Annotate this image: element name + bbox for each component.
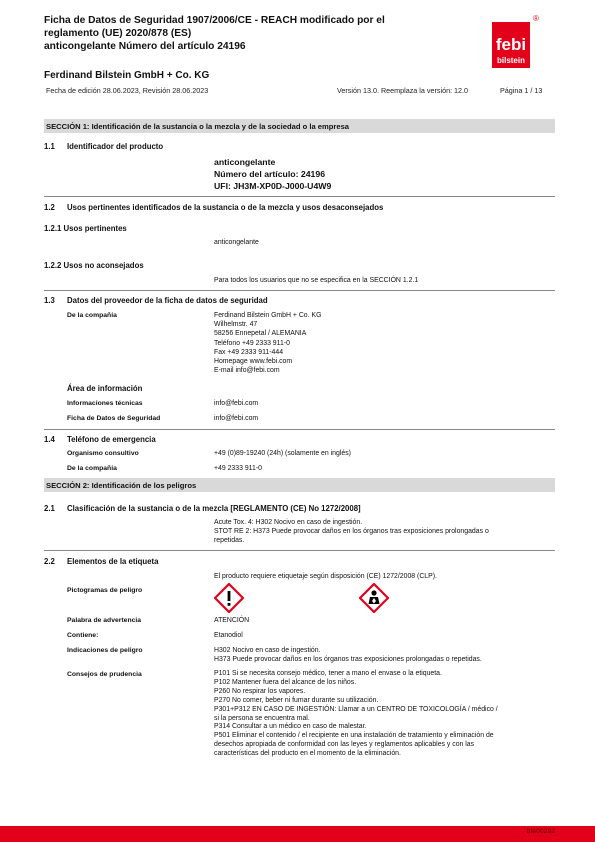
company-phone: +49 2333 911-0	[214, 465, 262, 472]
edition-date: Fecha de edición 28.06.2023, Revisión 28.06.2023	[46, 86, 209, 95]
divider	[44, 550, 555, 551]
febi-bilstein-logo	[490, 12, 540, 70]
hazard-statements-label: Indicaciones de peligro	[67, 647, 143, 654]
tech-info-label: Informaciones técnicas	[67, 400, 143, 407]
precautionary-label: Consejos de prudencia	[67, 671, 142, 678]
title-line: reglamento (UE) 2020/878 (ES)	[44, 28, 192, 39]
version-info: Versión 13.0. Reemplaza la versión: 12.0	[337, 86, 469, 95]
heading-number: 2.2	[44, 557, 55, 566]
address-line: Wilhelmstr. 47	[214, 321, 258, 329]
sds-label: Ficha de Datos de Seguridad	[67, 415, 161, 422]
precaution-line: P501 Eliminar el contenido / el recipiente en una instalación de tratamiento y eliminación de	[214, 732, 494, 740]
title-line: anticongelante Número del artículo 24196	[44, 41, 246, 52]
signal-word: ATENCIÓN	[214, 617, 250, 624]
precaution-line: P102 Mantener fuera del alcance de los niños.	[214, 678, 357, 686]
ufi-code: UFI: JH3M-XP0D-J000-U4W9	[214, 181, 332, 191]
hazard-statements	[214, 646, 482, 664]
tech-info-email[interactable]: info@febi.com	[214, 400, 259, 407]
fax-line: Fax +49 2333 911-444	[214, 348, 284, 356]
heading-number: 1.4	[44, 435, 55, 444]
heading-relevant-uses: 1.2.1 Usos pertinentes	[44, 224, 127, 233]
precaution-line: características del producto en el momento de la eliminación.	[214, 750, 401, 758]
heading-supplier-details: Datos del proveedor de la ficha de datos de seguridad	[67, 296, 268, 305]
precaution-line: P101 Si se necesita consejo médico, tener a mano el envase o la etiqueta.	[214, 670, 442, 677]
heading-identified-uses: Usos pertinentes identificados de la sustancia o de la mezcla y usos desaconsejados	[67, 203, 384, 212]
section-1-title: SECCIÓN 1: Identificación de la sustancia o la mezcla y de la sociedad o la empresa	[46, 122, 350, 131]
label-requirement: El producto requiere etiquetaje según disposición (CE) 1272/2008 (CLP).	[214, 573, 437, 580]
advisory-phone: +49 (0)89-19240 (24h) (solamente en inglés)	[214, 450, 351, 457]
heading-number: 1.1	[44, 142, 55, 151]
precaution-line: si la persona se encuentra mal.	[214, 714, 310, 722]
health-hazard-pictogram-icon	[359, 583, 389, 613]
heading-classification: Clasificación de la sustancia o de la mezcla [REGLAMENTO (CE) No 1272/2008]	[67, 504, 361, 513]
signal-word-label: Palabra de advertencia	[67, 617, 142, 624]
title-line: Ficha de Datos de Seguridad 1907/2006/CE - REACH modificado por el	[44, 15, 385, 26]
classification-line: STOT RE 2: H373 Puede provocar daños en los órganos tras exposiciones prolongadas o	[214, 528, 489, 536]
exclamation-mark-pictogram-icon	[214, 583, 244, 613]
heading-number: 1.3	[44, 296, 55, 305]
phone-line: Teléfono +49 2333 911-0	[214, 339, 290, 347]
heading-emergency-phone: Teléfono de emergencia	[67, 435, 156, 444]
precaution-line: desechos apropiada de conformidad con las leyes y reglamentos aplicables y con las	[214, 741, 475, 749]
homepage-link[interactable]: Homepage www.febi.com	[214, 358, 293, 366]
hazard-line: H373 Puede provocar daños en los órganos tras exposiciones prolongadas o repetidas.	[214, 656, 482, 664]
company-name: Ferdinand Bilstein GmbH + Co. KG	[44, 70, 210, 81]
email-link[interactable]: E-mail info@febi.com	[214, 367, 280, 375]
info-area-heading: Área de información	[67, 384, 143, 393]
precaution-line: P260 No respirar los vapores.	[214, 687, 306, 695]
address-line: 58256 Ennepetal / ALEMANIA	[214, 330, 307, 338]
precaution-line: P301+P312 EN CASO DE INGESTIÓN: Llamar a un CENTRO DE TOXICOLOGÍA / médico /	[214, 705, 498, 713]
precaution-line: P314 Consultar a un médico en caso de malestar.	[214, 723, 367, 731]
divider	[44, 290, 555, 291]
svg-text:bilstein: bilstein	[496, 56, 526, 65]
sds-email[interactable]: info@febi.com	[214, 415, 259, 422]
divider	[44, 196, 555, 197]
uses-value: anticongelante	[214, 239, 259, 246]
address-line: Ferdinand Bilstein GmbH + Co. KG	[214, 312, 322, 319]
footer-code: bfe00292	[526, 828, 555, 835]
advisory-label: Organismo consultivo	[67, 450, 139, 457]
heading-number: 2.1	[44, 504, 55, 513]
svg-text:®: ®	[533, 14, 539, 23]
classification-line: repetidas.	[214, 537, 245, 545]
company-phone-label: De la compañía	[67, 465, 117, 472]
classification-text	[214, 518, 489, 546]
product-name: anticongelante	[214, 157, 276, 167]
company-label: De la compañía	[67, 312, 117, 319]
article-number: Número del artículo: 24196	[214, 169, 326, 179]
divider	[44, 429, 555, 430]
company-address	[214, 311, 321, 375]
contains-label: Contiene:	[67, 632, 99, 639]
no-uses-value: Para todos los usuarios que no se especifica en la SECCIÓN 1.2.1	[214, 277, 419, 284]
section-2-title: SECCIÓN 2: Identificación de los peligros	[46, 481, 197, 490]
heading-product-identifier: Identificador del producto	[67, 142, 164, 151]
pictograms-label: Pictogramas de peligro	[67, 587, 143, 594]
page-number: Página 1 / 13	[500, 86, 543, 95]
footer-bar	[0, 826, 595, 842]
svg-text:febi: febi	[495, 35, 527, 54]
contains-value: Etanodiol	[214, 632, 243, 639]
heading-label-elements: Elementos de la etiqueta	[67, 557, 159, 566]
classification-line: Acute Tox. 4: H302 Nocivo en caso de ingestión.	[214, 519, 363, 526]
document-title	[44, 14, 444, 53]
precautionary-statements	[214, 670, 498, 759]
precaution-line: P270 No comer, beber ni fumar durante su utilización.	[214, 696, 379, 704]
heading-uses-advised-against: 1.2.2 Usos no aconsejados	[44, 261, 144, 270]
heading-number: 1.2	[44, 203, 55, 212]
hazard-line: H302 Nocivo en caso de ingestión.	[214, 647, 321, 654]
